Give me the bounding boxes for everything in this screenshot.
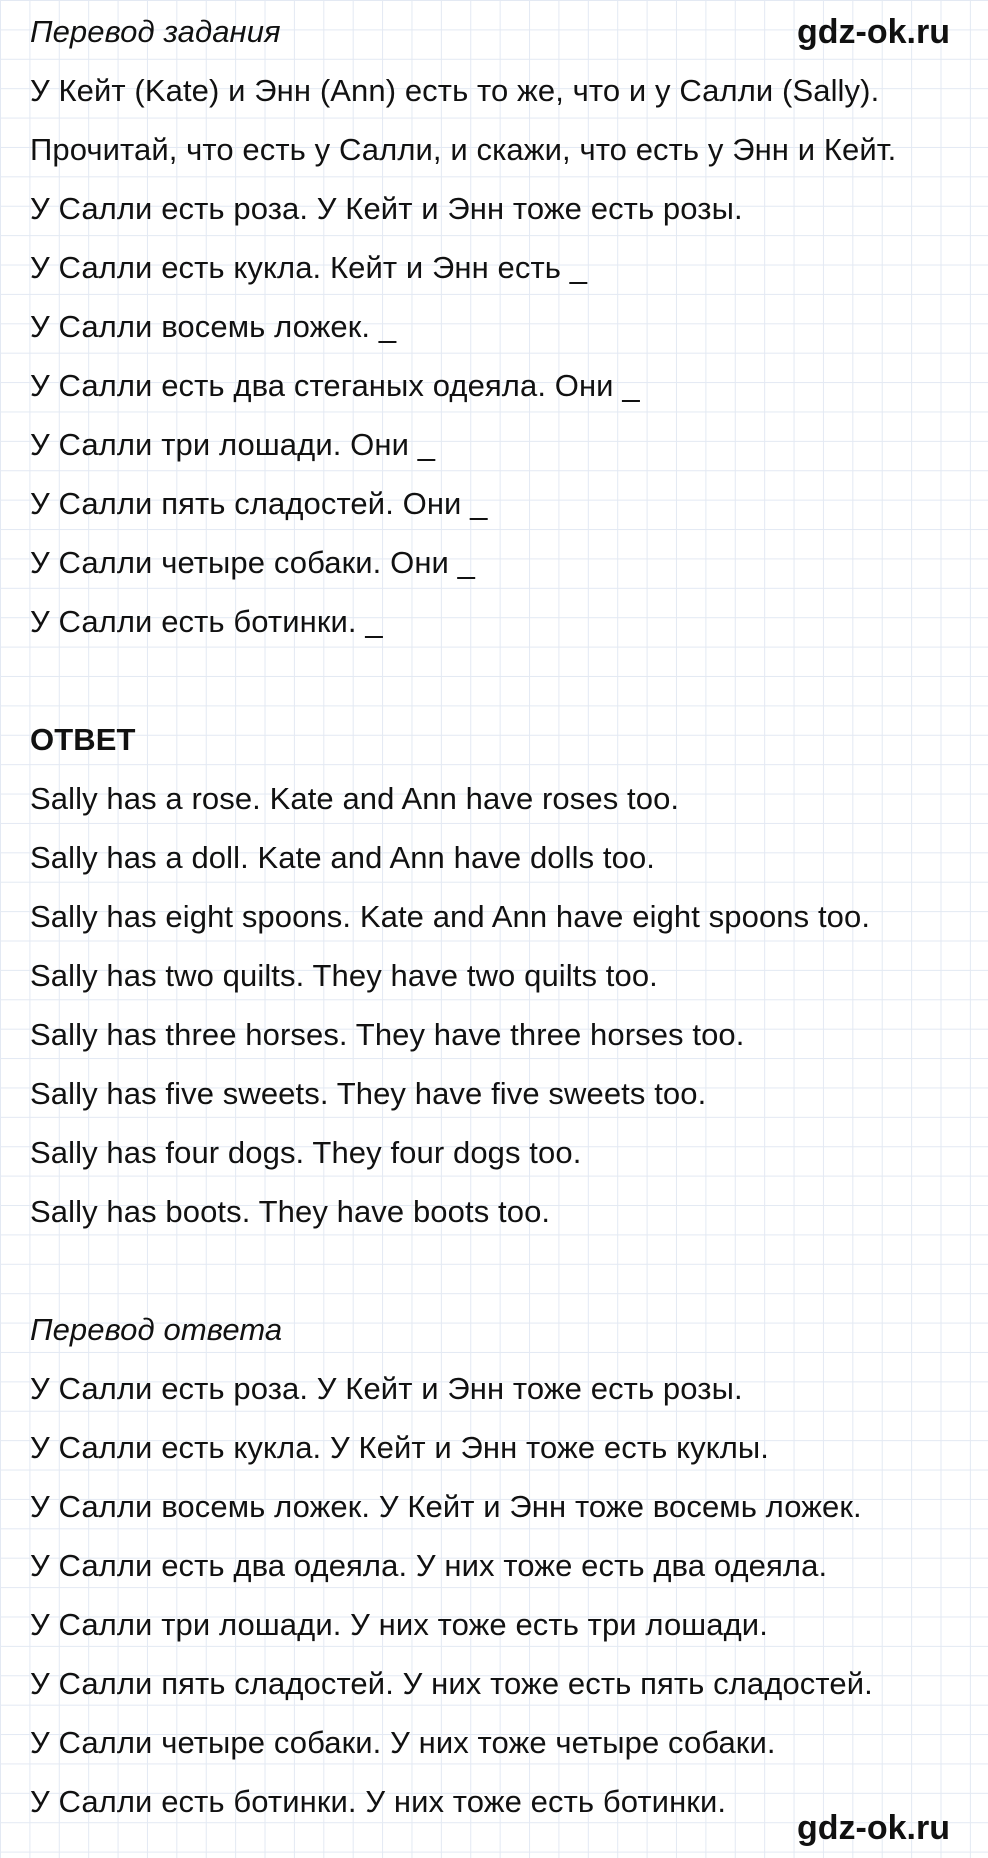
task-translation-line: У Салли есть роза. У Кейт и Энн тоже есть розы.	[30, 191, 743, 226]
answer-translation-line: У Салли есть кукла. У Кейт и Энн тоже есть куклы.	[30, 1430, 770, 1465]
task-translation-line: У Салли три лошади. Они _	[30, 427, 436, 462]
task-translation-line: У Салли есть два стеганых одеяла. Они _	[30, 368, 640, 403]
answer-line: Sally has a rose. Kate and Ann have roses too.	[30, 781, 680, 816]
answer-line: Sally has eight spoons. Kate and Ann have eight spoons too.	[30, 899, 871, 934]
answer-translation-line: У Салли восемь ложек. У Кейт и Энн тоже восемь ложек.	[30, 1489, 862, 1524]
answer-translation-heading: Перевод ответа	[30, 1312, 283, 1347]
task-translation-line: У Салли пять сладостей. Они _	[30, 486, 488, 521]
answer-line: Sally has four dogs. They four dogs too.	[30, 1135, 582, 1170]
answer-translation-line: У Салли есть ботинки. У них тоже есть ботинки.	[30, 1784, 727, 1819]
answer-line: Sally has two quilts. They have two quilts too.	[30, 958, 658, 993]
task-translation-heading: Перевод задания	[30, 14, 281, 49]
answer-heading: ОТВЕТ	[30, 722, 136, 757]
watermark-bottom: gdz-ok.ru	[797, 1809, 950, 1847]
answer-line: Sally has five sweets. They have five sweets too.	[30, 1076, 707, 1111]
answer-translation-line: У Салли три лошади. У них тоже есть три лошади.	[30, 1607, 768, 1642]
answer-translation-line: У Салли пять сладостей. У них тоже есть пять сладостей.	[30, 1666, 873, 1701]
answer-translation-line: У Салли четыре собаки. У них тоже четыре собаки.	[30, 1725, 776, 1760]
answer-line: Sally has boots. They have boots too.	[30, 1194, 551, 1229]
task-translation-line: У Кейт (Kate) и Энн (Ann) есть то же, что и у Салли (Sally).	[30, 73, 880, 108]
task-translation-line: Прочитай, что есть у Салли, и скажи, что есть у Энн и Кейт.	[30, 132, 897, 167]
answer-translation-line: У Салли есть два одеяла. У них тоже есть два одеяла.	[30, 1548, 828, 1583]
watermark-top: gdz-ok.ru	[797, 13, 950, 51]
answer-translation-line: У Салли есть роза. У Кейт и Энн тоже есть розы.	[30, 1371, 743, 1406]
task-translation-line: У Салли есть ботинки. _	[30, 604, 383, 639]
answer-line: Sally has three horses. They have three horses too.	[30, 1017, 745, 1052]
task-translation-line: У Салли есть кукла. Кейт и Энн есть _	[30, 250, 588, 285]
task-translation-line: У Салли восемь ложек. _	[30, 309, 397, 344]
task-translation-line: У Салли четыре собаки. Они _	[30, 545, 476, 580]
answer-line: Sally has a doll. Kate and Ann have dolls too.	[30, 840, 656, 875]
